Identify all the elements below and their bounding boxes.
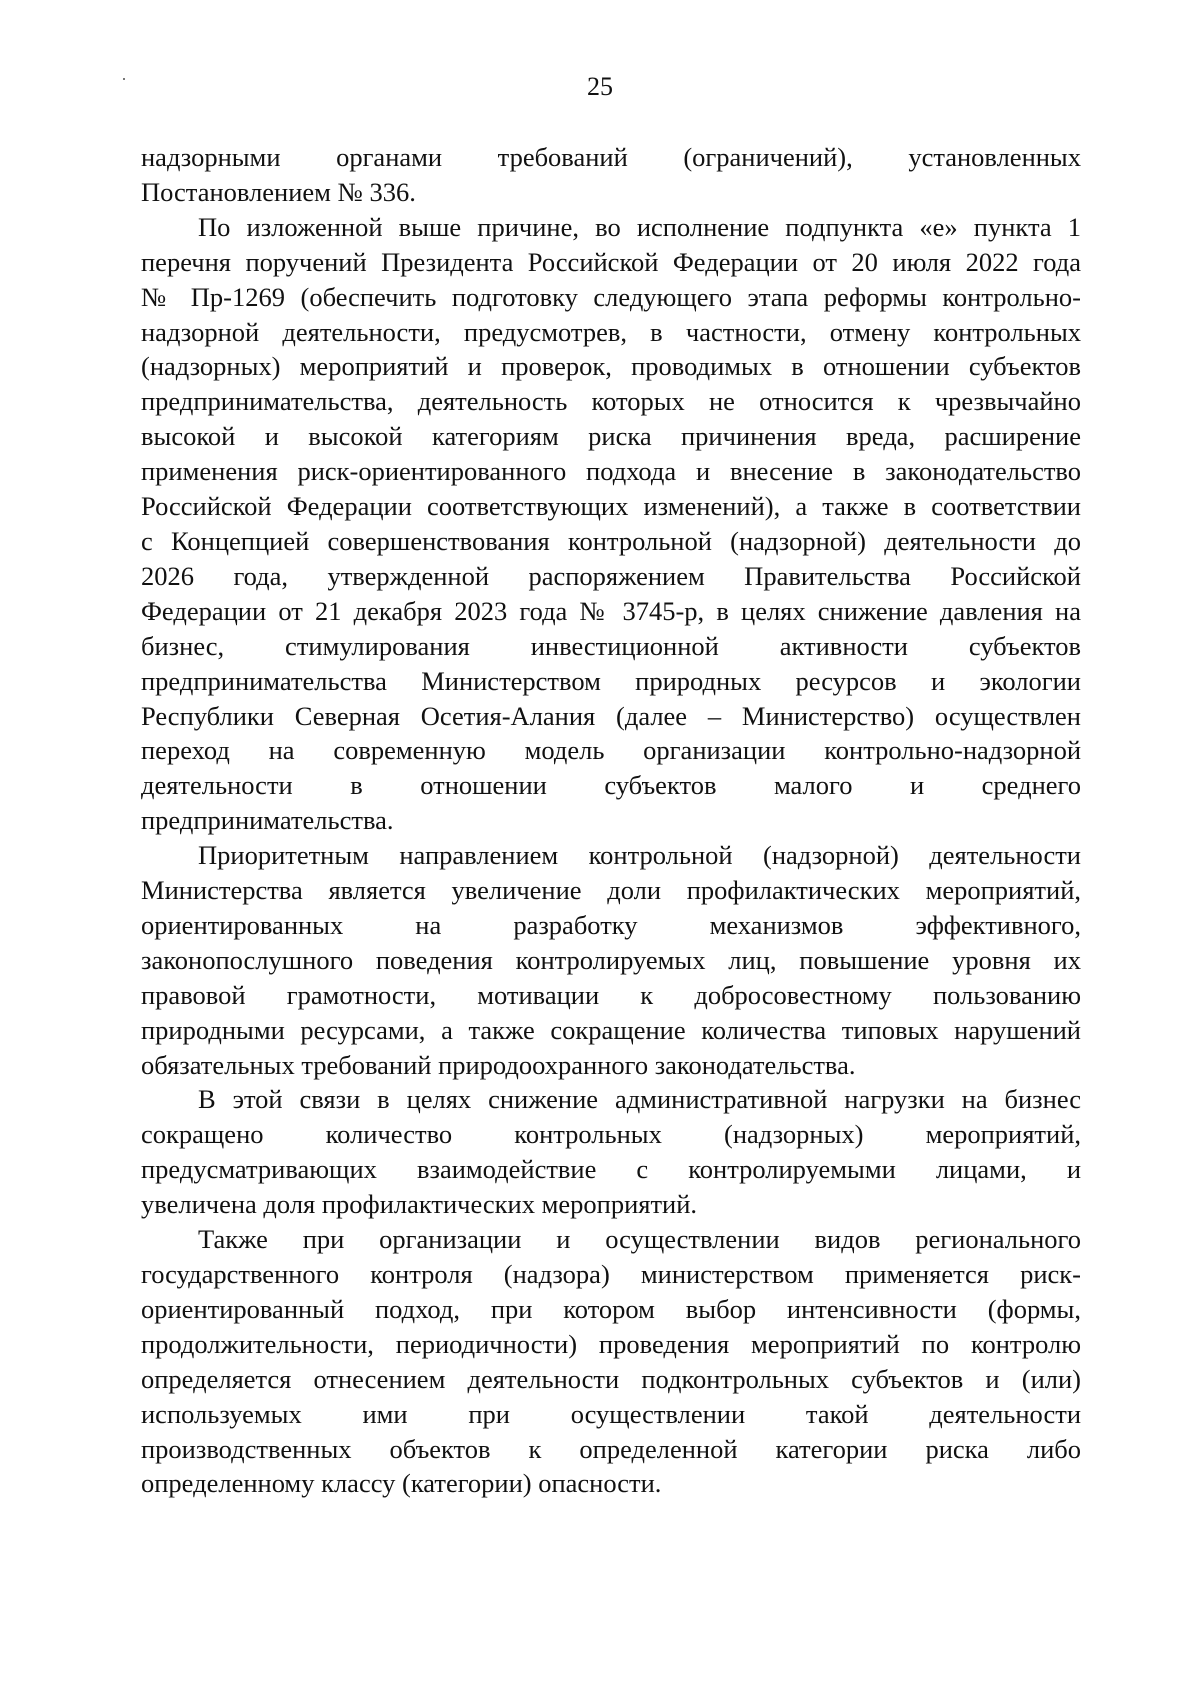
text-line: По изложенной выше причине, во исполнение подпункта «е» пункта 1 [198, 211, 1081, 242]
text-line: правовой грамотности, мотивации к добросовестному пользованию [141, 979, 1081, 1010]
text-line: переход на современную модель организации контрольно-надзорной [141, 735, 1081, 766]
paragraph-continuation [141, 140, 1081, 210]
text-line: высокой и высокой категориям риска причинения вреда, расширение [141, 421, 1081, 452]
text-line: ориентированных на разработку механизмов эффективного, [141, 909, 1081, 940]
page-number: 25 [587, 72, 613, 101]
text-line: обязательных требований природоохранного законодательства. [141, 1049, 856, 1080]
text-line: предпринимательства, деятельность которых не относится к чрезвычайно [141, 386, 1081, 417]
text-line: сокращено количество контрольных (надзорных) мероприятий, [141, 1119, 1081, 1150]
text-line: перечня поручений Президента Российской Федерации от 20 июля 2022 года [141, 246, 1081, 277]
paragraph-reduction [141, 1082, 1081, 1222]
paragraph-reform [141, 210, 1081, 838]
text-line: Также при организации и осуществлении видов регионального [198, 1224, 1081, 1255]
text-line: предпринимательства Министерством природных ресурсов и экологии [141, 665, 1081, 696]
text-line: Постановлением № 336. [141, 176, 416, 207]
text-line: природными ресурсами, а также сокращение количества типовых нарушений [141, 1014, 1081, 1045]
text-line: Министерства является увеличение доли профилактических мероприятий, [141, 875, 1081, 906]
text-line: увеличена доля профилактических мероприятий. [141, 1189, 698, 1220]
text-line: определенному классу (категории) опасности. [141, 1468, 662, 1499]
text-line: Федерации от 21 декабря 2023 года № 3745-р, в целях снижение давления на [141, 595, 1081, 626]
text-line: 2026 года, утвержденной распоряжением Правительства Российской [141, 560, 1081, 591]
text-line: государственного контроля (надзора) министерством применяется риск- [141, 1259, 1081, 1289]
text-line: В этой связи в целях снижение административной нагрузки на бизнес [198, 1084, 1081, 1115]
text-line: используемых ими при осуществлении такой деятельности [141, 1398, 1081, 1429]
text-line: Российской Федерации соответствующих изменений), а также в соответствии [141, 491, 1081, 522]
text-line: деятельности в отношении субъектов малого и среднего [141, 770, 1081, 801]
text-line: надзорной деятельности, предусмотрев, в частности, отмену контрольных [141, 316, 1081, 347]
text-line: надзорными органами требований (ограничений), установленных [141, 142, 1081, 172]
text-line: применения риск-ориентированного подхода и внесение в законодательство [141, 456, 1081, 487]
text-line: продолжительности, периодичности) проведения мероприятий по контролю [141, 1328, 1081, 1359]
document-body [141, 140, 1081, 1501]
text-line: предпринимательства. [141, 805, 394, 836]
paragraph-priority [141, 838, 1081, 1082]
text-line: Приоритетным направлением контрольной (надзорной) деятельности [198, 840, 1081, 871]
text-line: (надзорных) мероприятий и проверок, проводимых в отношении субъектов [141, 351, 1081, 382]
text-line: законопослушного поведения контролируемых лиц, повышение уровня их [141, 944, 1081, 975]
text-line: предусматривающих взаимодействие с контролируемыми лицами, и [141, 1154, 1081, 1185]
text-line: с Концепцией совершенствования контрольной (надзорной) деятельности до [141, 525, 1081, 556]
text-line: № Пр-1269 (обеспечить подготовку следующего этапа реформы контрольно- [141, 281, 1081, 312]
text-line: Республики Северная Осетия-Алания (далее – Министерство) осуществлен [141, 700, 1081, 731]
text-line: определяется отнесением деятельности подконтрольных субъектов и (или) [141, 1363, 1081, 1394]
paragraph-risk-approach [141, 1222, 1081, 1501]
text-line: ориентированный подход, при котором выбор интенсивности (формы, [141, 1293, 1081, 1324]
text-line: бизнес, стимулирования инвестиционной активности субъектов [141, 630, 1081, 661]
text-line: производственных объектов к определенной категории риска либо [141, 1433, 1081, 1464]
